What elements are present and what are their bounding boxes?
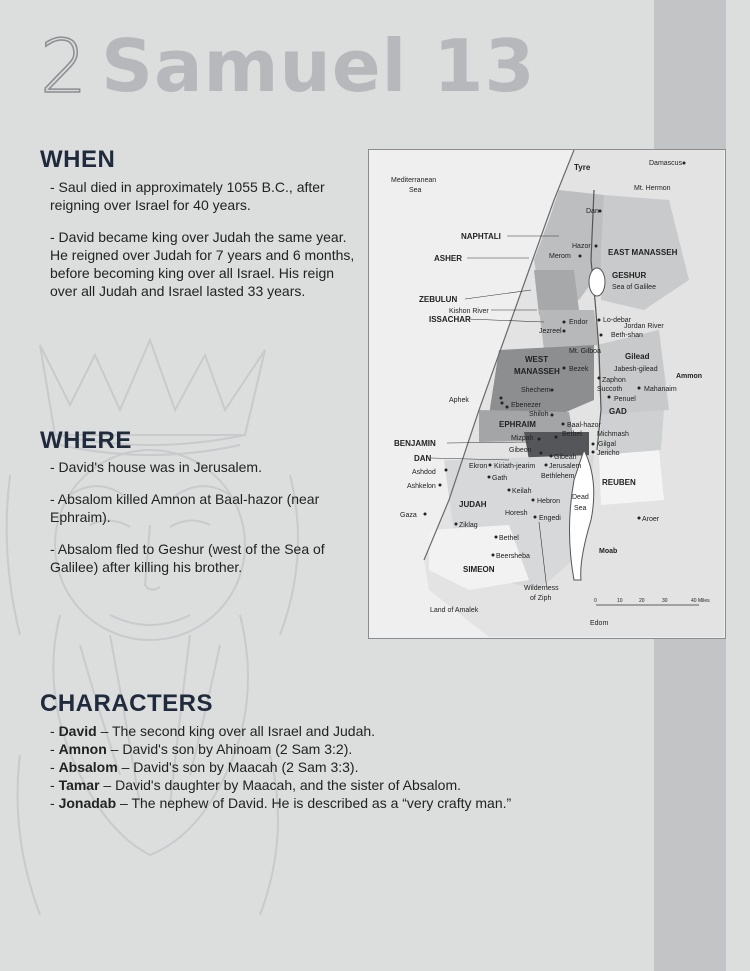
map-label: Zaphon (602, 377, 626, 384)
where-item: - Absalom killed Amnon at Baal-hazor (near Ephraim). (50, 491, 320, 525)
where-item: - Absalom fled to Geshur (west of the Sea of Galilee) after killing his brother. (50, 541, 325, 575)
israel-tribes-map (368, 149, 726, 639)
map-label: SIMEON (463, 565, 495, 574)
map-label: Mediterranean (391, 177, 437, 184)
map-label: EAST MANASSEH (608, 248, 678, 257)
map-label: ISSACHAR (429, 315, 471, 324)
character-name: Amnon (58, 741, 107, 757)
character-row: - David – The second king over all Israel and Judah. (50, 723, 376, 739)
map-label: JUDAH (459, 500, 487, 509)
character-row: - Tamar – David's daughter by Maacah, and the sister of Absalom. (50, 777, 461, 793)
map-label: Ashkelon (407, 483, 436, 490)
map-label: Ammon (676, 373, 703, 380)
map-label: Jordan River (624, 323, 664, 330)
map-label: Gilgal (598, 441, 616, 448)
character-row: - Jonadab – The nephew of David. He is described as a “very crafty man.” (50, 795, 512, 811)
map-label: Gath (492, 475, 508, 482)
map-label: WEST (525, 355, 549, 364)
map-label: Kishon River (449, 308, 489, 315)
map-label: Gibeah (554, 454, 577, 461)
scale-label: 10 (617, 598, 623, 604)
scale-label: 0 (594, 598, 597, 604)
map-label: Engedi (539, 515, 561, 522)
map-label: Bethel (562, 431, 582, 438)
map-label: Land of Amalek (430, 607, 479, 614)
map-label: Horesh (505, 510, 528, 517)
scale-label: 30 (662, 598, 668, 604)
where-section (50, 458, 360, 590)
map-label: Damascus (649, 160, 683, 167)
map-label: Succoth (597, 386, 623, 393)
map-label: GESHUR (612, 271, 647, 280)
map-label: Sea (409, 187, 422, 194)
map-label: DAN (414, 454, 432, 463)
map-label: Lo-debar (603, 317, 632, 324)
map-label: Shiloh (529, 411, 549, 418)
character-name: Jonadab (58, 795, 117, 811)
character-desc: David's son by Maacah (2 Sam 3:3). (133, 759, 359, 775)
map-label: Penuel (614, 396, 636, 403)
map-label: Jericho (597, 450, 620, 457)
map-label: MANASSEH (514, 367, 560, 376)
character-name: Tamar (58, 777, 100, 793)
map-label: Hazor (572, 243, 591, 250)
characters-heading: CHARACTERS (40, 690, 213, 717)
map-label: of Ziph (530, 595, 552, 602)
map-label: Bethlehem (541, 473, 575, 480)
map-label: Wilderness (524, 585, 559, 592)
map-label: Sea (574, 505, 587, 512)
map-label: Mt. Gilboa (569, 348, 601, 355)
chapter-book-number: 2 (40, 24, 88, 110)
map-label: Mt. Hermon (634, 185, 671, 192)
map-label: Baal-hazor (567, 422, 601, 429)
character-desc: David's son by Ahinoam (2 Sam 3:2). (122, 741, 353, 757)
chapter-title: Samuel 13 (101, 24, 536, 108)
map-label: Aroer (642, 516, 660, 523)
character-desc: The second king over all Israel and Judah. (112, 723, 376, 739)
character-desc: The nephew of David. He is described as a “very crafty man.” (131, 795, 512, 811)
map-label: Jerusalem (549, 463, 582, 470)
when-item: - Saul died in approximately 1055 B.C., after reigning over Israel for 40 years. (50, 179, 325, 213)
map-label: Gibeon (509, 447, 532, 454)
map-label: Beersheba (496, 553, 530, 560)
when-section (50, 178, 360, 314)
map-label: Bezek (569, 366, 589, 373)
scale-label: 40 Miles (691, 598, 710, 604)
map-label: Michmash (597, 431, 629, 438)
where-item: - David's house was in Jerusalem. (50, 459, 262, 475)
map-label: Aphek (449, 397, 469, 404)
map-svg (369, 150, 724, 637)
map-label: Mahanaim (644, 386, 677, 393)
map-label: Hebron (537, 498, 560, 505)
map-label: Mizpah (511, 435, 534, 442)
map-label: Gaza (400, 512, 417, 519)
map-label: REUBEN (602, 478, 636, 487)
character-name: David (58, 723, 97, 739)
map-label: Sea of Galilee (612, 284, 656, 291)
when-heading: WHEN (40, 146, 116, 173)
map-label: Shechem (521, 387, 551, 394)
character-row: - Amnon – David's son by Ahinoam (2 Sam 3:2). (50, 741, 353, 757)
map-label: Ziklag (459, 522, 478, 529)
map-label: Beth-shan (611, 332, 643, 339)
map-label: Moab (599, 548, 618, 555)
map-label: Dan (586, 208, 599, 215)
character-name: Absalom (58, 759, 118, 775)
map-label: BENJAMIN (394, 439, 436, 448)
map-label: Keilah (512, 488, 532, 495)
map-label: Tyre (574, 163, 591, 172)
map-label: EPHRAIM (499, 420, 536, 429)
map-label: Ekron (469, 463, 488, 470)
map-label: Edom (590, 620, 609, 627)
character-row: - Absalom – David's son by Maacah (2 Sam 3:3). (50, 759, 359, 775)
map-label: ASHER (434, 254, 463, 263)
where-heading: WHERE (40, 427, 132, 454)
character-desc: David's daughter by Maacah, and the sister of Absalom. (115, 777, 461, 793)
map-label: ZEBULUN (419, 295, 458, 304)
map-label: Ebenezer (511, 402, 541, 409)
characters-list (50, 722, 610, 812)
map-label: Ashdod (412, 469, 436, 476)
sea-of-galilee (589, 268, 605, 296)
map-label: Dead (572, 494, 589, 501)
scale-label: 20 (639, 598, 645, 604)
map-label: GAD (609, 407, 627, 416)
map-label: Endor (569, 319, 588, 326)
map-label: Kiriath-jearim (494, 463, 536, 470)
map-label: Jezreel (539, 328, 562, 335)
map-label: Bethel (499, 535, 519, 542)
page-title (40, 24, 536, 110)
when-item: - David became king over Judah the same year. He reigned over Judah for 7 years and 6 months, before becoming king over all Israel. His reign over all Judah and Israel lasted 33 years. (50, 229, 355, 299)
map-label: NAPHTALI (461, 232, 501, 241)
map-label: Jabesh-gilead (614, 366, 658, 373)
map-label: Merom (549, 253, 571, 260)
tribe-area-zebulun (534, 270, 579, 315)
map-label: Gilead (625, 352, 650, 361)
king-bust-illustration (0, 335, 330, 935)
